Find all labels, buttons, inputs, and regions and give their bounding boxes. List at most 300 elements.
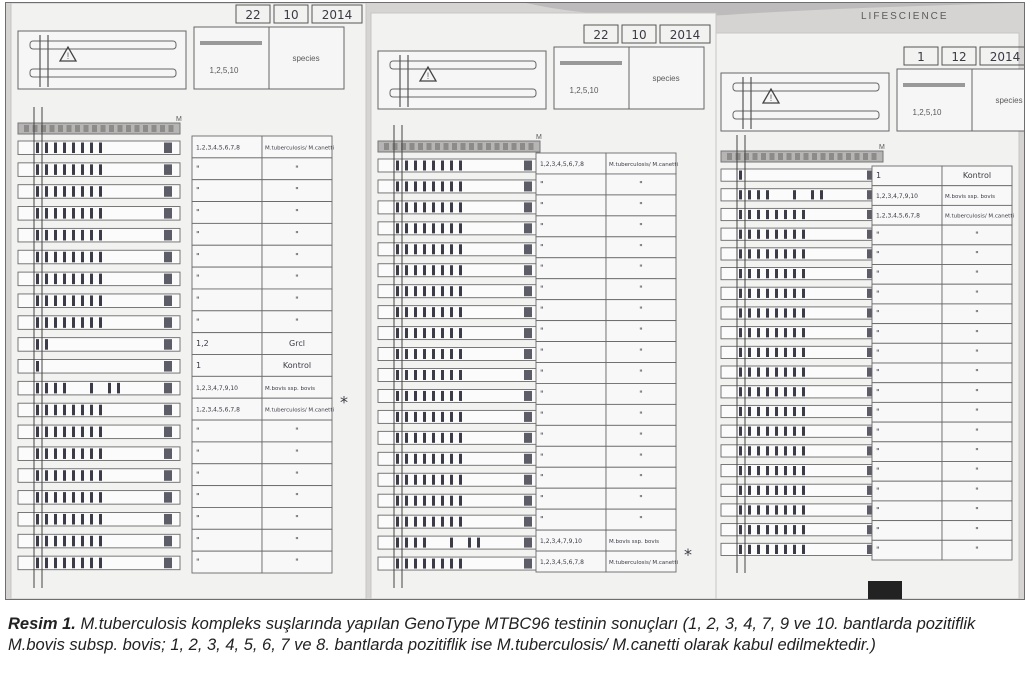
bands-value: " [540, 410, 544, 420]
strip-label-mark [164, 470, 172, 481]
strip-band [766, 545, 769, 554]
strip-band [441, 202, 444, 212]
bands-cell [192, 202, 262, 224]
strip-band [450, 286, 453, 296]
table-row [872, 186, 1012, 206]
strip-band [414, 181, 417, 191]
strip-label-mark [164, 295, 172, 306]
strip-band [432, 517, 435, 527]
strip-band [739, 486, 742, 495]
strip-band [432, 496, 435, 506]
strip-band [775, 545, 778, 554]
strip-band [63, 448, 66, 459]
strip-band [63, 405, 66, 416]
strip-label-mark [164, 164, 172, 175]
table-row [192, 202, 332, 224]
strip-band [802, 308, 805, 317]
strip-band [802, 446, 805, 455]
strip-band [405, 202, 408, 212]
strip-band [72, 208, 75, 219]
table-row [536, 404, 676, 425]
header-band-cell [435, 143, 440, 150]
strip-band [793, 269, 796, 278]
strip-band [450, 391, 453, 401]
table-row [872, 481, 1012, 501]
bands-cell [536, 258, 606, 279]
strip-band [802, 249, 805, 258]
strip-band [99, 558, 102, 569]
strip-band [54, 427, 57, 438]
strip-band [54, 558, 57, 569]
strip-band [81, 295, 84, 306]
strip-band [459, 412, 462, 422]
strip-band [81, 208, 84, 219]
strip-band [459, 307, 462, 317]
strip-band [108, 383, 111, 394]
bands-value: " [540, 305, 544, 315]
bands-cell [872, 166, 942, 186]
strip-band [36, 536, 39, 547]
strip-band [117, 383, 120, 394]
strip-band [63, 317, 66, 328]
strip-band [748, 269, 751, 278]
table-row [192, 442, 332, 464]
strip-band [441, 328, 444, 338]
strip-band [81, 405, 84, 416]
table-row [536, 153, 678, 174]
bands-value: " [196, 513, 200, 523]
header-band-cell [795, 153, 800, 160]
bands-value: " [196, 251, 200, 261]
strip-band [396, 202, 399, 212]
bands-value: " [196, 492, 200, 502]
bands-value: " [540, 494, 544, 504]
strip-band [72, 252, 75, 263]
strip-band [739, 249, 742, 258]
strip-band [90, 427, 93, 438]
strip-label-mark [524, 328, 532, 338]
table-row [192, 311, 332, 333]
bands-cell [536, 342, 606, 363]
strip-band [802, 545, 805, 554]
strip-band [423, 538, 426, 548]
header-band-cell [495, 143, 500, 150]
table-row [192, 180, 332, 202]
strip-band [459, 559, 462, 569]
strip-band [775, 407, 778, 416]
date-value: 22 [245, 8, 261, 22]
strip-band [72, 230, 75, 241]
bands-cell [872, 501, 942, 521]
strip-band [396, 161, 399, 171]
strip-band [784, 230, 787, 239]
table-row [872, 166, 1012, 186]
strip-band [450, 517, 453, 527]
strip-label-mark [164, 143, 172, 154]
bands-value: " [876, 387, 880, 397]
table-row [536, 174, 676, 195]
strip-band [432, 454, 435, 464]
strip-band [396, 496, 399, 506]
strip-band [739, 289, 742, 298]
strip-band [54, 230, 57, 241]
strip-band [432, 265, 435, 275]
species-value: " [295, 186, 299, 196]
bands-value: " [196, 295, 200, 305]
strip-band [775, 269, 778, 278]
strip-band [802, 289, 805, 298]
caption-label: Resim 1. [8, 615, 76, 633]
strip-band [459, 161, 462, 171]
strip-label-mark [524, 391, 532, 401]
header-band-cell [427, 143, 432, 150]
strip-band [396, 517, 399, 527]
bands-value: " [196, 186, 200, 196]
strip-band [748, 427, 751, 436]
table-row [536, 467, 676, 488]
strip-band [748, 387, 751, 396]
header-band-cell [761, 153, 766, 160]
strip-band [766, 486, 769, 495]
strip-band [757, 427, 760, 436]
strip-band [90, 274, 93, 285]
strip-band [81, 558, 84, 569]
strip-label-mark [524, 244, 532, 254]
table-row [536, 363, 676, 384]
bands-cell [872, 540, 942, 560]
header-band-cell [58, 125, 63, 132]
strip-band [748, 230, 751, 239]
strip-band [405, 538, 408, 548]
strip-label-mark [164, 252, 172, 263]
species-value: " [975, 407, 979, 417]
strip-band [441, 475, 444, 485]
strip-band [396, 454, 399, 464]
species-value: " [975, 447, 979, 457]
header-band-cell [418, 143, 423, 150]
strip-band [802, 466, 805, 475]
strip-band [414, 412, 417, 422]
strip-band [423, 181, 426, 191]
bands-cell [536, 216, 606, 237]
strip-band [748, 210, 751, 219]
strip-band [432, 244, 435, 254]
species-mini-strip [200, 41, 262, 45]
strip-band [784, 466, 787, 475]
table-row [872, 265, 1012, 285]
strip-band [757, 210, 760, 219]
strip-band [766, 525, 769, 534]
strip-label-mark [524, 223, 532, 233]
bands-value: 1 [876, 171, 882, 181]
strip-band [459, 475, 462, 485]
strip-band [99, 230, 102, 241]
bands-value: " [540, 368, 544, 378]
table-row [192, 136, 334, 158]
header-band-cell [787, 153, 792, 160]
strip-band [441, 454, 444, 464]
strip-label-mark [524, 370, 532, 380]
strip-band [72, 514, 75, 525]
strip-band [414, 328, 417, 338]
strip-band [775, 387, 778, 396]
strip-band [793, 328, 796, 337]
strip-band [775, 446, 778, 455]
table-row [536, 509, 676, 530]
strip-label-mark [524, 202, 532, 212]
strip-band [432, 307, 435, 317]
strip-band [441, 559, 444, 569]
strip-band [396, 223, 399, 233]
strip-label-mark [164, 492, 172, 503]
bands-cell [192, 486, 262, 508]
bands-value: 1,2,3,4,5,6,7,8 [540, 160, 584, 168]
strip-band [459, 496, 462, 506]
strip-band [784, 348, 787, 357]
bands-cell [872, 245, 942, 265]
strip-band [414, 454, 417, 464]
bands-cell [872, 442, 942, 462]
strip-band [396, 475, 399, 485]
strip-band [748, 348, 751, 357]
header-band-cell [469, 143, 474, 150]
table-row [872, 324, 1012, 344]
strip-band [757, 545, 760, 554]
bands-value: " [876, 230, 880, 240]
bands-cell [536, 488, 606, 509]
strip-band [396, 328, 399, 338]
strip-label-mark [164, 405, 172, 416]
strip-band [36, 143, 39, 154]
strip-band [45, 427, 48, 438]
strip-band [757, 505, 760, 514]
strip-band [459, 517, 462, 527]
table-row [872, 304, 1012, 324]
strip-label-mark [164, 448, 172, 459]
strip-band [775, 525, 778, 534]
strip-label-mark [524, 161, 532, 171]
strip-label-mark [524, 433, 532, 443]
strip-band [441, 244, 444, 254]
strip-band [81, 470, 84, 481]
table-row [536, 425, 676, 446]
strip-band [405, 412, 408, 422]
strip-band [63, 427, 66, 438]
bands-value: " [540, 326, 544, 336]
strip-band [396, 286, 399, 296]
species-value: " [295, 251, 299, 261]
bands-value: " [876, 407, 880, 417]
strip-band [90, 252, 93, 263]
table-row [192, 245, 332, 267]
strip-band [81, 143, 84, 154]
results-table [536, 153, 678, 572]
photo-drawing [6, 3, 1024, 599]
strip-band [441, 181, 444, 191]
header-band-cell [384, 143, 389, 150]
strip-band [441, 307, 444, 317]
table-row [536, 237, 676, 258]
strip-band [793, 525, 796, 534]
strip-band [739, 328, 742, 337]
strip-band [45, 339, 48, 350]
strip-band [36, 558, 39, 569]
strip-band [45, 252, 48, 263]
date-value: 2014 [321, 8, 353, 22]
strip-band [54, 164, 57, 175]
strip-band [90, 383, 93, 394]
strip-band [793, 230, 796, 239]
header-band-cell [770, 153, 775, 160]
strip-band [81, 317, 84, 328]
strip-band [396, 433, 399, 443]
species-value: " [639, 263, 643, 273]
strip-band [81, 427, 84, 438]
strip-band [54, 295, 57, 306]
bands-value: " [196, 535, 200, 545]
date-value: 2014 [669, 28, 701, 42]
strip-band [459, 433, 462, 443]
bands-value: " [196, 273, 200, 283]
strip-band [793, 308, 796, 317]
strip-band [739, 505, 742, 514]
bands-cell [536, 446, 606, 467]
table-row [536, 446, 676, 467]
strip-label-mark [524, 349, 532, 359]
species-value: " [975, 230, 979, 240]
header-band-cell [118, 125, 123, 132]
strip-band [405, 307, 408, 317]
strip-band [99, 536, 102, 547]
bands-cell [536, 404, 606, 425]
strip-band [775, 230, 778, 239]
bands-cell [536, 279, 606, 300]
bands-cell [536, 174, 606, 195]
species-value: " [295, 317, 299, 327]
strip-band [36, 164, 39, 175]
strip-band [784, 505, 787, 514]
strip-band [414, 538, 417, 548]
photo [5, 2, 1025, 600]
strip-band [405, 517, 408, 527]
species-value: " [639, 515, 643, 525]
strip-band [63, 470, 66, 481]
strip-band [405, 454, 408, 464]
bands-value: 1,2,3,4,5,6,7,8 [876, 212, 920, 220]
strip-band [432, 370, 435, 380]
strip-band [405, 349, 408, 359]
date-value: 22 [593, 28, 609, 42]
header-band-cell [143, 125, 148, 132]
strip-band [793, 249, 796, 258]
strip-band [90, 558, 93, 569]
strip-band [811, 190, 814, 199]
strip-band [450, 328, 453, 338]
header-band-cell [478, 143, 483, 150]
species-mini-strip [560, 61, 622, 65]
species-value: " [295, 229, 299, 239]
bands-cell [872, 363, 942, 383]
strip-band [766, 505, 769, 514]
species-value: " [639, 200, 643, 210]
bands-cell [192, 223, 262, 245]
species-value: " [295, 470, 299, 480]
species-value: " [975, 545, 979, 555]
table-row [192, 223, 332, 245]
strip-band [775, 368, 778, 377]
strip-band [784, 368, 787, 377]
bands-cell [872, 284, 942, 304]
strip-band [748, 368, 751, 377]
strip-band [81, 230, 84, 241]
strip-band [414, 307, 417, 317]
strip-band [784, 289, 787, 298]
date-value: 10 [631, 28, 647, 42]
species-value: " [639, 284, 643, 294]
species-value: " [975, 269, 979, 279]
species-value: " [295, 448, 299, 458]
strip-band [766, 269, 769, 278]
strip-label-mark [164, 339, 172, 350]
strip-band [450, 412, 453, 422]
strip-band [432, 433, 435, 443]
strip-band [757, 368, 760, 377]
strip-band [36, 470, 39, 481]
header-band-cell [529, 143, 534, 150]
header-band-cell [169, 125, 174, 132]
strip-band [775, 328, 778, 337]
axis-marker: M [536, 134, 542, 141]
species-value: " [639, 326, 643, 336]
bands-value: " [540, 389, 544, 399]
strip-band [748, 505, 751, 514]
strip-band [766, 387, 769, 396]
strip-band [775, 210, 778, 219]
strip-band [414, 370, 417, 380]
species-value: " [295, 273, 299, 283]
strip-band [423, 286, 426, 296]
strip-band [90, 514, 93, 525]
table-row [872, 442, 1012, 462]
table-row [872, 521, 1012, 541]
strip-band [45, 492, 48, 503]
bands-value: " [876, 427, 880, 437]
strip-band [820, 190, 823, 199]
strip-band [423, 223, 426, 233]
strip-band [459, 328, 462, 338]
sheet-middle [371, 13, 716, 599]
species-value: Grcl [289, 339, 305, 349]
sheet-left [11, 3, 366, 599]
strip-band [441, 161, 444, 171]
strip-label-mark [164, 514, 172, 525]
species-value: " [975, 427, 979, 437]
header-band-cell [75, 125, 80, 132]
strip-band [775, 348, 778, 357]
strip-band [432, 349, 435, 359]
strip-band [396, 265, 399, 275]
strip-band [766, 210, 769, 219]
strip-band [793, 289, 796, 298]
strip-band [63, 492, 66, 503]
bands-cell [192, 289, 262, 311]
species-value: " [639, 368, 643, 378]
bands-value: " [876, 348, 880, 358]
strip-label-mark [164, 274, 172, 285]
strip-band [63, 164, 66, 175]
strip-band [54, 186, 57, 197]
bands-cell [872, 521, 942, 541]
